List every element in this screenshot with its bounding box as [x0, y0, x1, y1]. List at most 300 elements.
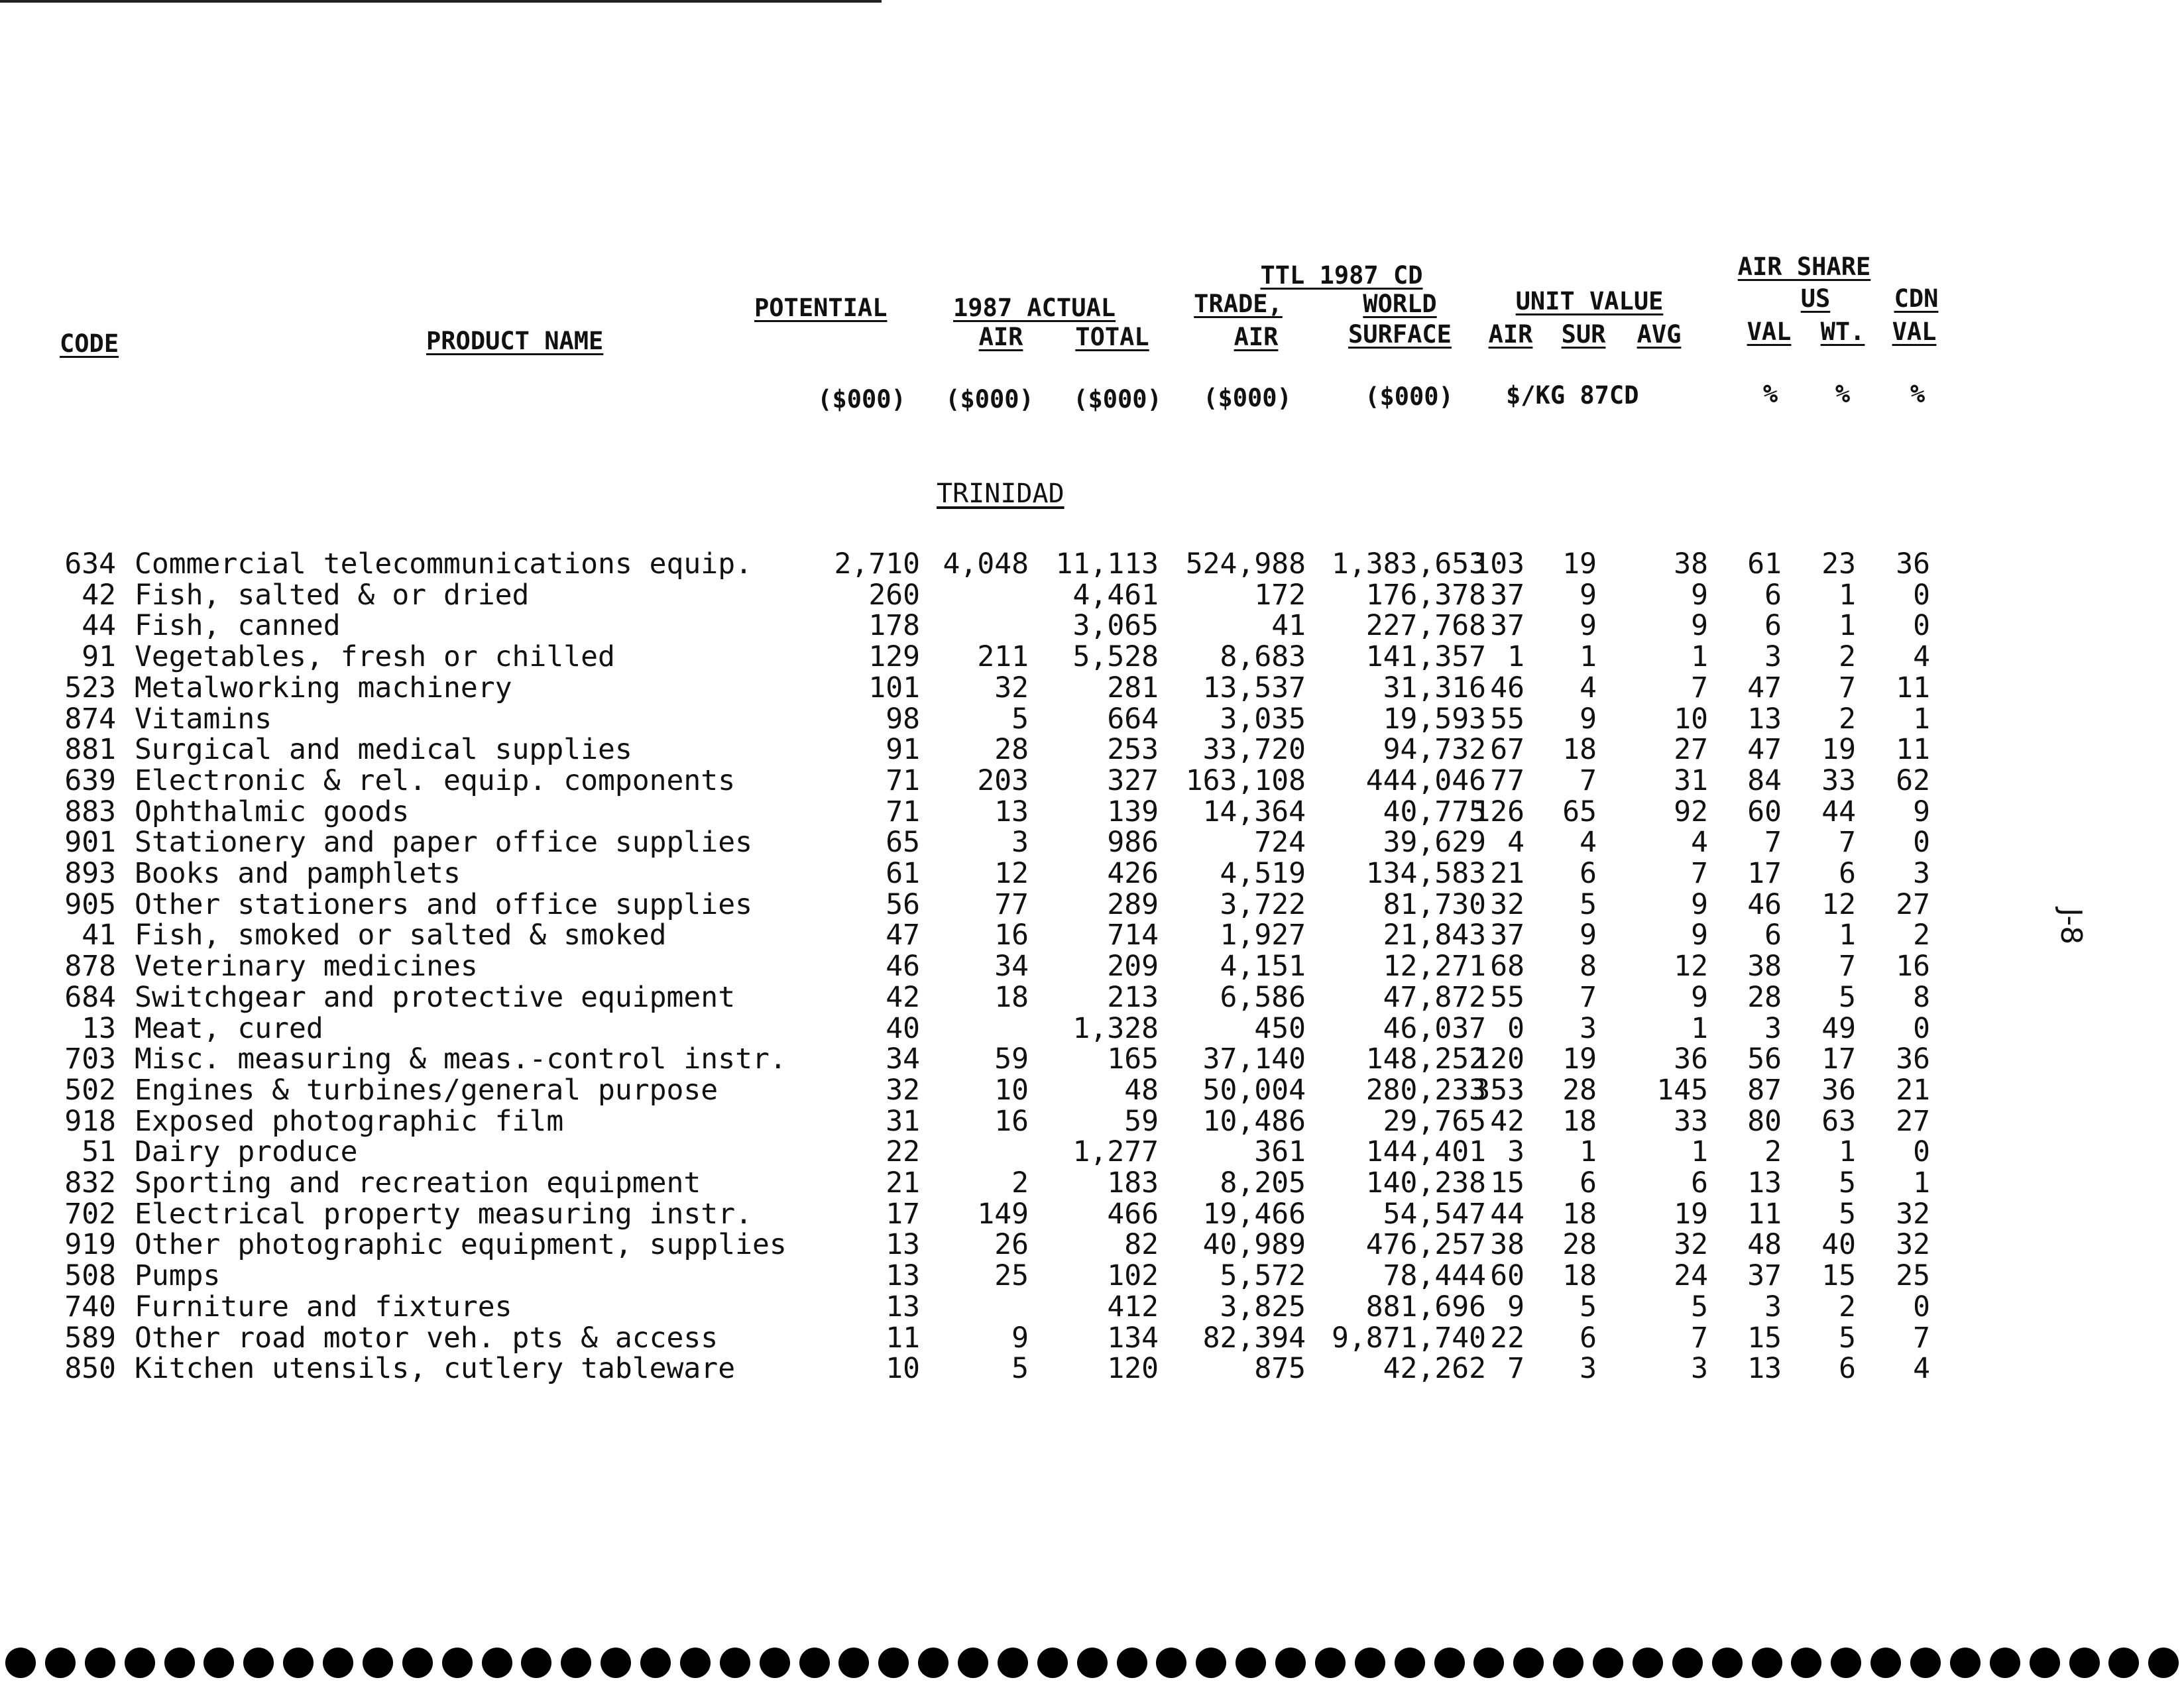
cell-world-surface: 140,238: [1365, 1166, 1486, 1200]
perforation-dot: [640, 1648, 671, 1678]
cell-uv-avg: 12: [1674, 950, 1708, 983]
cell-product-name: Misc. measuring & meas.-control instr.: [135, 1042, 787, 1076]
cell-world-surface: 47,872: [1383, 980, 1486, 1014]
cell-cdn-val: 0: [1913, 1135, 1930, 1169]
cell-code: 13: [82, 1011, 116, 1045]
header-actual-total: TOTAL: [1075, 323, 1149, 351]
cell-us-wt: 5: [1839, 1166, 1856, 1200]
cell-actual-air: 77: [994, 887, 1029, 921]
cell-uv-air: 32: [1490, 887, 1524, 921]
cell-trade-air: 82,394: [1202, 1321, 1306, 1355]
cell-us-val: 13: [1747, 1166, 1782, 1200]
cell-code: 893: [64, 857, 116, 890]
cell-product-name: Vitamins: [135, 702, 272, 736]
cell-uv-avg: 3: [1691, 1352, 1708, 1386]
cell-us-wt: 40: [1821, 1228, 1856, 1262]
table-row: [0, 1229, 1988, 1260]
perforation-dot: [1791, 1648, 1821, 1678]
cell-uv-air: 22: [1490, 1321, 1524, 1355]
perforation-dot: [402, 1648, 433, 1678]
cell-actual-air: 59: [994, 1042, 1029, 1076]
cell-trade-air: 37,140: [1202, 1042, 1306, 1076]
cell-uv-air: 60: [1490, 1259, 1524, 1293]
cell-world-surface: 881,696: [1365, 1290, 1486, 1323]
cell-us-val: 48: [1747, 1228, 1782, 1262]
cell-potential: 22: [886, 1135, 920, 1169]
cell-us-val: 17: [1747, 857, 1782, 890]
perforation-dot: [2069, 1648, 2100, 1678]
cell-uv-sur: 18: [1562, 733, 1597, 767]
cell-uv-avg: 4: [1691, 826, 1708, 860]
cell-uv-air: 103: [1473, 547, 1524, 581]
header-cdn: CDN: [1894, 284, 1939, 313]
unit-potential: ($000): [817, 385, 906, 414]
cell-trade-air: 1,927: [1220, 919, 1306, 952]
cell-code: 42: [82, 578, 116, 612]
cell-trade-air: 875: [1254, 1352, 1306, 1386]
cell-world-surface: 9,871,740: [1332, 1321, 1486, 1355]
table-row: [0, 1261, 1988, 1291]
cell-us-wt: 63: [1821, 1104, 1856, 1138]
cell-actual-total: 165: [1107, 1042, 1159, 1076]
cell-cdn-val: 62: [1896, 763, 1930, 797]
cell-cdn-val: 16: [1896, 950, 1930, 983]
cell-trade-air: 172: [1254, 578, 1306, 612]
perforation-dot: [1355, 1648, 1385, 1678]
cell-actual-total: 466: [1107, 1197, 1159, 1231]
table-row: [0, 1323, 1988, 1353]
cell-actual-air: 10: [994, 1073, 1029, 1107]
cell-uv-sur: 7: [1580, 980, 1597, 1014]
cell-actual-total: 3,065: [1072, 609, 1159, 643]
page-label: J-8: [2054, 908, 2088, 945]
cell-us-val: 2: [1764, 1135, 1782, 1169]
table-row: [0, 951, 1988, 982]
cell-us-wt: 2: [1839, 1290, 1856, 1323]
cell-potential: 71: [886, 763, 920, 797]
cell-actual-total: 213: [1107, 980, 1159, 1014]
cell-uv-sur: 1: [1580, 1135, 1597, 1169]
table-row: [0, 827, 1988, 858]
cell-trade-air: 41: [1271, 609, 1306, 643]
cell-cdn-val: 27: [1896, 887, 1930, 921]
perforation-dot: [1236, 1648, 1266, 1678]
cell-trade-air: 3,825: [1220, 1290, 1306, 1323]
perforation-dot: [1990, 1648, 2020, 1678]
cell-us-wt: 19: [1821, 733, 1856, 767]
cell-code: 502: [64, 1073, 116, 1107]
perforation-dot: [760, 1648, 790, 1678]
cell-world-surface: 54,547: [1383, 1197, 1486, 1231]
cell-actual-air: 5: [1011, 1352, 1029, 1386]
cell-potential: 46: [886, 950, 920, 983]
cell-cdn-val: 21: [1896, 1073, 1930, 1107]
cell-uv-air: 55: [1490, 702, 1524, 736]
cell-uv-air: 120: [1473, 1042, 1524, 1076]
header-ttl-1987-cd: TTL 1987 CD: [1260, 261, 1423, 290]
cell-world-surface: 31,316: [1383, 671, 1486, 704]
perforation-dot: [363, 1648, 393, 1678]
cell-uv-air: 55: [1490, 980, 1524, 1014]
cell-uv-avg: 33: [1674, 1104, 1708, 1138]
perforation-dot: [1553, 1648, 1583, 1678]
cell-actual-total: 5,528: [1072, 640, 1159, 674]
cell-potential: 91: [886, 733, 920, 767]
table-row: [0, 982, 1988, 1013]
cell-us-val: 37: [1747, 1259, 1782, 1293]
perforation-dot: [958, 1648, 988, 1678]
header-code: CODE: [60, 329, 119, 358]
cell-product-name: Ophthalmic goods: [135, 795, 410, 828]
cell-code: 44: [82, 609, 116, 643]
cell-us-val: 3: [1764, 1290, 1782, 1323]
perforation-dot: [1037, 1648, 1068, 1678]
cell-actual-total: 183: [1107, 1166, 1159, 1200]
cell-cdn-val: 27: [1896, 1104, 1930, 1138]
cell-actual-total: 102: [1107, 1259, 1159, 1293]
cell-cdn-val: 8: [1913, 980, 1930, 1014]
header-product-name: PRODUCT NAME: [426, 327, 604, 355]
cell-us-val: 3: [1764, 1011, 1782, 1045]
table-row: [0, 765, 1988, 796]
cell-world-surface: 94,732: [1383, 733, 1486, 767]
cell-uv-air: 7: [1507, 1352, 1524, 1386]
cell-uv-avg: 9: [1691, 609, 1708, 643]
cell-us-val: 7: [1764, 826, 1782, 860]
cell-uv-sur: 19: [1562, 1042, 1597, 1076]
cell-uv-air: 37: [1490, 609, 1524, 643]
cell-cdn-val: 0: [1913, 826, 1930, 860]
cell-actual-total: 59: [1124, 1104, 1159, 1138]
table-row: [0, 1044, 1988, 1074]
cell-us-wt: 17: [1821, 1042, 1856, 1076]
cell-trade-air: 50,004: [1202, 1073, 1306, 1107]
cell-actual-air: 13: [994, 795, 1029, 828]
cell-world-surface: 42,262: [1383, 1352, 1486, 1386]
cell-actual-total: 664: [1107, 702, 1159, 736]
cell-potential: 47: [886, 919, 920, 952]
cell-actual-air: 2: [1011, 1166, 1029, 1200]
cell-uv-avg: 9: [1691, 887, 1708, 921]
perforation-dot: [2108, 1648, 2139, 1678]
cell-actual-air: 149: [977, 1197, 1029, 1231]
cell-us-wt: 5: [1839, 1197, 1856, 1231]
cell-us-val: 6: [1764, 609, 1782, 643]
header-uv-avg: AVG: [1637, 320, 1682, 349]
cell-actual-total: 289: [1107, 887, 1159, 921]
cell-uv-avg: 9: [1691, 578, 1708, 612]
header-us-wt: WT.: [1820, 317, 1865, 346]
cell-potential: 98: [886, 702, 920, 736]
cell-uv-air: 37: [1490, 578, 1524, 612]
cell-cdn-val: 25: [1896, 1259, 1930, 1293]
cell-actual-air: 28: [994, 733, 1029, 767]
header-1987-actual: 1987 ACTUAL: [953, 294, 1116, 322]
table-row: [0, 642, 1988, 672]
cell-potential: 17: [886, 1197, 920, 1231]
cell-uv-air: 67: [1490, 733, 1524, 767]
cell-world-surface: 21,843: [1383, 919, 1486, 952]
perforation-dot: [243, 1648, 274, 1678]
cell-actual-air: 34: [994, 950, 1029, 983]
cell-actual-total: 134: [1107, 1321, 1159, 1355]
cell-product-name: Other photographic equipment, supplies: [135, 1228, 787, 1262]
cell-potential: 13: [886, 1259, 920, 1293]
cell-uv-avg: 32: [1674, 1228, 1708, 1262]
cell-us-val: 61: [1747, 547, 1782, 581]
perforation-dot: [203, 1648, 234, 1678]
cell-uv-sur: 9: [1580, 919, 1597, 952]
perforation-dot: [1633, 1648, 1663, 1678]
cell-code: 740: [64, 1290, 116, 1323]
cell-cdn-val: 32: [1896, 1197, 1930, 1231]
cell-code: 883: [64, 795, 116, 828]
cell-us-wt: 23: [1821, 547, 1856, 581]
cell-us-wt: 36: [1821, 1073, 1856, 1107]
cell-us-val: 11: [1747, 1197, 1782, 1231]
perforation-dot: [799, 1648, 830, 1678]
unit-unit-value: $/KG 87CD: [1506, 381, 1639, 410]
perforation-dot: [998, 1648, 1028, 1678]
cell-world-surface: 78,444: [1383, 1259, 1486, 1293]
cell-product-name: Other stationers and office supplies: [135, 887, 752, 921]
cell-uv-air: 353: [1473, 1073, 1524, 1107]
cell-potential: 31: [886, 1104, 920, 1138]
cell-trade-air: 361: [1254, 1135, 1306, 1169]
cell-potential: 13: [886, 1228, 920, 1262]
cell-us-val: 84: [1747, 763, 1782, 797]
cell-product-name: Switchgear and protective equipment: [135, 980, 736, 1014]
cell-us-val: 3: [1764, 640, 1782, 674]
cell-us-val: 13: [1747, 702, 1782, 736]
cell-us-wt: 5: [1839, 980, 1856, 1014]
cell-actual-total: 139: [1107, 795, 1159, 828]
table-row: [0, 580, 1988, 610]
header-us: US: [1800, 284, 1831, 313]
cell-code: 878: [64, 950, 116, 983]
cell-actual-air: 211: [977, 640, 1029, 674]
cell-uv-air: 68: [1490, 950, 1524, 983]
cell-product-name: Electrical property measuring instr.: [135, 1197, 752, 1231]
cell-code: 91: [82, 640, 116, 674]
cell-trade-air: 524,988: [1185, 547, 1306, 581]
cell-uv-sur: 8: [1580, 950, 1597, 983]
cell-actual-air: 12: [994, 857, 1029, 890]
cell-cdn-val: 32: [1896, 1228, 1930, 1262]
header-world: WORLD: [1363, 290, 1437, 318]
cell-product-name: Other road motor veh. pts & access: [135, 1321, 718, 1355]
cell-uv-sur: 1: [1580, 640, 1597, 674]
cell-uv-avg: 31: [1674, 763, 1708, 797]
header-uv-sur: SUR: [1561, 320, 1606, 349]
cell-uv-air: 3: [1507, 1135, 1524, 1169]
cell-potential: 13: [886, 1290, 920, 1323]
cell-potential: 21: [886, 1166, 920, 1200]
cell-code: 905: [64, 887, 116, 921]
cell-us-val: 47: [1747, 671, 1782, 704]
cell-uv-sur: 9: [1580, 578, 1597, 612]
cell-uv-sur: 65: [1562, 795, 1597, 828]
cell-actual-total: 281: [1107, 671, 1159, 704]
cell-us-wt: 15: [1821, 1259, 1856, 1293]
cell-trade-air: 5,572: [1220, 1259, 1306, 1293]
perforation-dot: [1910, 1648, 1941, 1678]
perforation-dot: [521, 1648, 551, 1678]
perforation-dot: [1593, 1648, 1623, 1678]
cell-code: 634: [64, 547, 116, 581]
cell-us-val: 46: [1747, 887, 1782, 921]
cell-world-surface: 141,357: [1365, 640, 1486, 674]
cell-product-name: Metalworking machinery: [135, 671, 512, 704]
cell-cdn-val: 11: [1896, 671, 1930, 704]
table-row: [0, 1106, 1988, 1137]
cell-uv-sur: 4: [1580, 826, 1597, 860]
cell-trade-air: 163,108: [1185, 763, 1306, 797]
cell-product-name: Kitchen utensils, cutlery tableware: [135, 1352, 736, 1386]
cell-uv-air: 9: [1507, 1290, 1524, 1323]
cell-uv-sur: 5: [1580, 1290, 1597, 1323]
cell-us-wt: 1: [1839, 1135, 1856, 1169]
cell-trade-air: 19,466: [1202, 1197, 1306, 1231]
cell-product-name: Dairy produce: [135, 1135, 358, 1169]
table-row: [0, 1013, 1988, 1044]
table-row: [0, 889, 1988, 920]
perforation-dot: [2148, 1648, 2179, 1678]
cell-actual-total: 412: [1107, 1290, 1159, 1323]
cell-cdn-val: 0: [1913, 1290, 1930, 1323]
table-row: [0, 734, 1988, 765]
cell-actual-air: 32: [994, 671, 1029, 704]
perforation-dot: [323, 1648, 353, 1678]
cell-actual-total: 4,461: [1072, 578, 1159, 612]
perforation-dot: [442, 1648, 473, 1678]
cell-actual-total: 209: [1107, 950, 1159, 983]
cell-uv-sur: 6: [1580, 1166, 1597, 1200]
cell-code: 639: [64, 763, 116, 797]
cell-cdn-val: 0: [1913, 609, 1930, 643]
perforation-dot: [1117, 1648, 1147, 1678]
cell-world-surface: 40,775: [1383, 795, 1486, 828]
perforation-dot: [1513, 1648, 1544, 1678]
header-unit-value: UNIT VALUE: [1515, 287, 1664, 315]
cell-uv-air: 1: [1507, 640, 1524, 674]
cell-actual-total: 48: [1124, 1073, 1159, 1107]
table-row: [0, 1199, 1988, 1229]
cell-us-wt: 44: [1821, 795, 1856, 828]
cell-uv-sur: 18: [1562, 1104, 1597, 1138]
cell-world-surface: 81,730: [1383, 887, 1486, 921]
perforation-dot: [601, 1648, 631, 1678]
section-title: TRINIDAD: [937, 478, 1064, 509]
cell-trade-air: 724: [1254, 826, 1306, 860]
perforation-dot: [1712, 1648, 1743, 1678]
cell-code: 919: [64, 1228, 116, 1262]
table-row: [0, 1168, 1988, 1198]
cell-uv-avg: 19: [1674, 1197, 1708, 1231]
perforation-dot: [680, 1648, 711, 1678]
cell-uv-sur: 7: [1580, 763, 1597, 797]
header-cdn-val: VAL: [1892, 317, 1937, 346]
table-row: [0, 797, 1988, 827]
cell-actual-total: 714: [1107, 919, 1159, 952]
unit-actual-total: ($000): [1073, 385, 1162, 414]
cell-world-surface: 227,768: [1365, 609, 1486, 643]
cell-product-name: Surgical and medical supplies: [135, 733, 632, 767]
unit-us-val: %: [1762, 380, 1778, 408]
cell-potential: 32: [886, 1073, 920, 1107]
cell-cdn-val: 3: [1913, 857, 1930, 890]
cell-uv-sur: 6: [1580, 1321, 1597, 1355]
cell-code: 881: [64, 733, 116, 767]
perforation-dot: [1434, 1648, 1465, 1678]
perforation-dot: [1870, 1648, 1901, 1678]
perforation-dot: [1752, 1648, 1782, 1678]
cell-uv-sur: 28: [1562, 1073, 1597, 1107]
cell-trade-air: 450: [1254, 1011, 1306, 1045]
cell-uv-avg: 6: [1691, 1166, 1708, 1200]
perforation-dot: [1275, 1648, 1306, 1678]
cell-uv-avg: 36: [1674, 1042, 1708, 1076]
cell-uv-sur: 6: [1580, 857, 1597, 890]
cell-potential: 2,710: [834, 547, 920, 581]
top-rule: [0, 0, 882, 3]
cell-world-surface: 176,378: [1365, 578, 1486, 612]
cell-uv-air: 0: [1507, 1011, 1524, 1045]
perforation-dot: [2030, 1648, 2060, 1678]
cell-uv-avg: 5: [1691, 1290, 1708, 1323]
cell-world-surface: 280,233: [1365, 1073, 1486, 1107]
cell-trade-air: 13,537: [1202, 671, 1306, 704]
header-us-val: VAL: [1747, 317, 1792, 346]
cell-trade-air: 14,364: [1202, 795, 1306, 828]
cell-uv-air: 44: [1490, 1197, 1524, 1231]
cell-cdn-val: 36: [1896, 547, 1930, 581]
table-row: [0, 1292, 1988, 1322]
cell-uv-air: 4: [1507, 826, 1524, 860]
cell-uv-sur: 4: [1580, 671, 1597, 704]
cell-cdn-val: 1: [1913, 702, 1930, 736]
cell-actual-air: 203: [977, 763, 1029, 797]
cell-world-surface: 1,383,653: [1332, 547, 1486, 581]
cell-us-val: 28: [1747, 980, 1782, 1014]
cell-potential: 61: [886, 857, 920, 890]
cell-actual-total: 253: [1107, 733, 1159, 767]
cell-us-val: 47: [1747, 733, 1782, 767]
cell-cdn-val: 11: [1896, 733, 1930, 767]
cell-potential: 178: [868, 609, 920, 643]
cell-us-val: 38: [1747, 950, 1782, 983]
cell-actual-total: 1,277: [1072, 1135, 1159, 1169]
cell-trade-air: 8,205: [1220, 1166, 1306, 1200]
cell-uv-avg: 7: [1691, 671, 1708, 704]
perforation-dot: [1473, 1648, 1504, 1678]
table-row: [0, 1075, 1988, 1105]
cell-us-wt: 1: [1839, 609, 1856, 643]
cell-uv-sur: 3: [1580, 1011, 1597, 1045]
cell-actual-total: 327: [1107, 763, 1159, 797]
cell-uv-air: 37: [1490, 919, 1524, 952]
perforation-dot: [482, 1648, 512, 1678]
cell-potential: 65: [886, 826, 920, 860]
cell-world-surface: 134,583: [1365, 857, 1486, 890]
cell-uv-avg: 145: [1656, 1073, 1708, 1107]
cell-uv-air: 126: [1473, 795, 1524, 828]
table-row: [0, 1137, 1988, 1167]
cell-product-name: Fish, salted & or dried: [135, 578, 530, 612]
perforation-dot: [720, 1648, 750, 1678]
cell-us-wt: 1: [1839, 578, 1856, 612]
perforation-dot: [5, 1648, 36, 1678]
